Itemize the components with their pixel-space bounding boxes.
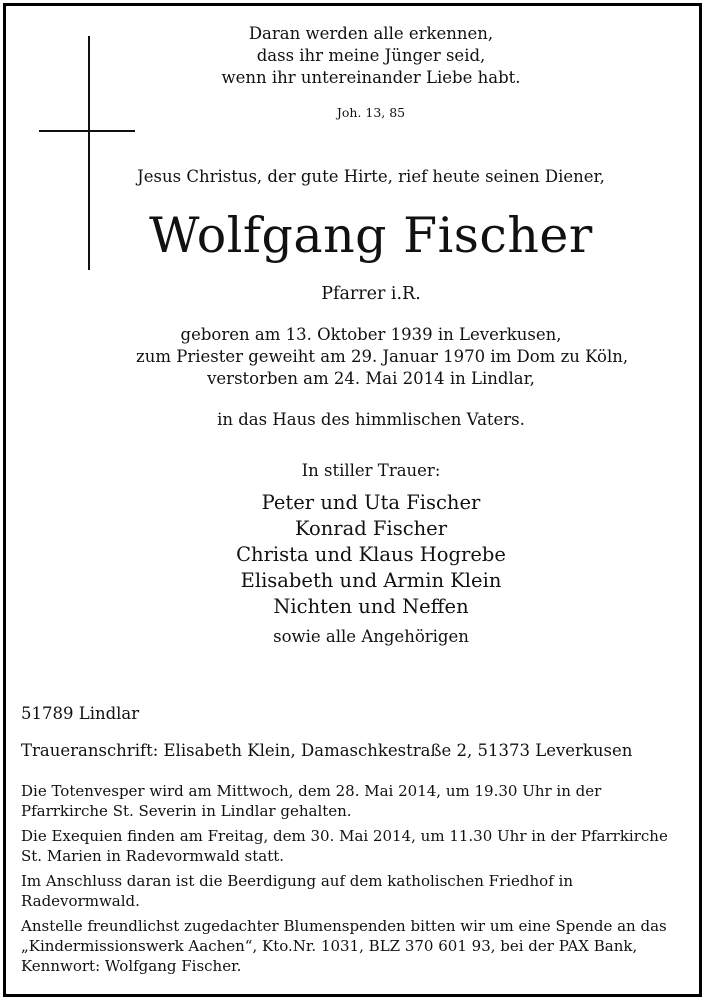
bio-line: verstorben am 24. Mai 2014 in Lindlar,	[207, 369, 535, 388]
obituary-frame	[3, 3, 702, 997]
bible-verse	[136, 23, 606, 89]
verse-line: wenn ihr untereinander Liebe habt.	[221, 68, 521, 87]
mourner-name: Elisabeth und Armin Klein	[240, 569, 502, 592]
mourning-address: Traueranschrift: Elisabeth Klein, Damaschkestraße 2, 51373 Leverkusen	[21, 741, 633, 760]
verse-reference: Joh. 13, 85	[336, 105, 406, 120]
exequies-note: Die Exequien finden am Freitag, dem 30. Mai 2014, um 11.30 Uhr in der Pfarrkirche St. Marien in Radevormwald statt.	[21, 827, 668, 865]
place-line: 51789 Lindlar	[21, 704, 140, 723]
mourner-name: Christa und Klaus Hogrebe	[236, 543, 506, 566]
heaven-line: in das Haus des himmlischen Vaters.	[217, 410, 525, 429]
verse-line: dass ihr meine Jünger seid,	[256, 46, 486, 65]
bio-line: geboren am 13. Oktober 1939 in Leverkusen,	[180, 325, 562, 344]
mourner-name: Nichten und Neffen	[273, 595, 469, 618]
mourner-name: Konrad Fischer	[294, 517, 448, 540]
deceased-name: Wolfgang Fischer	[149, 207, 593, 264]
mourner-name: Peter und Uta Fischer	[261, 491, 481, 514]
donation-note: Anstelle freundlichst zugedachter Blumenspenden bitten wir um eine Spende an das „Kindermissionswerk Aachen“, Kto.Nr. 1031, BLZ 370 601 93, bei der PAX Bank, Kennwort: Wolfgang Fischer.	[21, 917, 667, 975]
service-notes	[21, 781, 696, 981]
biography	[136, 324, 629, 390]
other-relatives: sowie alle Angehörigen	[273, 627, 469, 646]
deceased-title: Pfarrer i.R.	[321, 284, 421, 304]
cross-vertical-bar	[88, 36, 90, 270]
mourners-list	[136, 490, 606, 620]
cross-horizontal-bar	[39, 130, 135, 132]
intro-text: Jesus Christus, der gute Hirte, rief heute seinen Diener,	[137, 167, 605, 186]
vespers-note: Die Totenvesper wird am Mittwoch, dem 28. Mai 2014, um 19.30 Uhr in der Pfarrkirche St. Severin in Lindlar gehalten.	[21, 782, 602, 820]
bio-line: zum Priester geweiht am 29. Januar 1970 im Dom zu Köln,	[136, 347, 629, 366]
mourning-heading: In stiller Trauer:	[301, 461, 441, 480]
burial-note: Im Anschluss daran ist die Beerdigung auf dem katholischen Friedhof in Radevormwald.	[21, 872, 573, 910]
verse-line: Daran werden alle erkennen,	[248, 24, 494, 43]
